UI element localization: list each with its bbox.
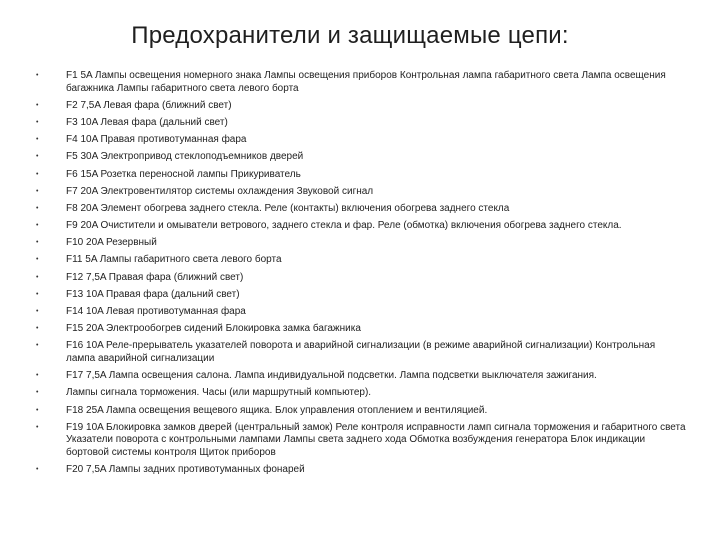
list-item-text: Лампы сигнала торможения. Часы (или маршрутный компьютер). xyxy=(66,387,372,399)
list-item-text: F13 10A Правая фара (дальний свет) xyxy=(66,288,240,300)
bullet-icon: • xyxy=(36,136,39,144)
list-item xyxy=(36,151,686,164)
list-item-text: F5 30A Электропривод стеклоподъемников дверей xyxy=(66,151,304,163)
bullet-icon: • xyxy=(36,423,39,431)
list-item xyxy=(36,254,686,267)
list-item xyxy=(36,186,686,199)
bullet-icon: • xyxy=(36,187,39,195)
list-item-text: F10 20A Резервный xyxy=(66,237,157,249)
list-item xyxy=(36,169,686,182)
fuse-list xyxy=(36,70,686,481)
list-item xyxy=(36,464,686,477)
list-item-text: F7 20A Электровентилятор системы охлаждения Звуковой сигнал xyxy=(66,185,374,197)
bullet-icon: • xyxy=(36,222,39,230)
bullet-icon: • xyxy=(36,239,39,247)
bullet-icon: • xyxy=(36,101,39,109)
list-item-text: F19 10A Блокировка замков дверей (центральный замок) Реле контроля исправности ламп сигнала торможения и габаритного света Указатели поворота с контрольными лампами Лампы света заднего хода Обмотка возбуждения генератора Блок индикации бортовой системы контроля Щиток приборов xyxy=(66,421,686,458)
list-item-text: F17 7,5A Лампа освещения салона. Лампа индивидуальной подсветки. Лампа подсветки выключателя зажигания. xyxy=(66,370,597,382)
list-item-text: F15 20A Электрообогрев сидений Блокировка замка багажника xyxy=(66,323,361,335)
list-item xyxy=(36,289,686,302)
slide-title: Предохранители и защищаемые цепи: xyxy=(131,22,569,49)
list-item xyxy=(36,237,686,250)
list-item xyxy=(36,117,686,130)
bullet-icon: • xyxy=(36,406,39,414)
list-item-text: F6 15A Розетка переносной лампы Прикуриватель xyxy=(66,168,301,180)
list-item-text: F14 10A Левая противотуманная фара xyxy=(66,306,246,318)
bullet-icon: • xyxy=(36,342,39,350)
list-item-text: F4 10A Правая противотуманная фара xyxy=(66,134,247,146)
list-item xyxy=(36,203,686,216)
list-item xyxy=(36,306,686,319)
list-item xyxy=(36,272,686,285)
bullet-icon: • xyxy=(36,204,39,212)
list-item xyxy=(36,387,686,400)
list-item xyxy=(36,323,686,336)
list-item xyxy=(36,370,686,383)
bullet-icon: • xyxy=(36,290,39,298)
list-item xyxy=(36,134,686,147)
bullet-icon: • xyxy=(36,389,39,397)
list-item xyxy=(36,422,686,460)
list-item xyxy=(36,100,686,113)
bullet-icon: • xyxy=(36,256,39,264)
list-item-text: F3 10A Левая фара (дальний свет) xyxy=(66,116,228,128)
list-item-text: F20 7,5A Лампы задних противотуманных фонарей xyxy=(66,464,305,476)
list-item-text: F18 25A Лампа освещения вещевого ящика. Блок управления отоплением и вентиляцией. xyxy=(66,404,488,416)
list-item-text: F8 20A Элемент обогрева заднего стекла. Реле (контакты) включения обогрева заднего стекла xyxy=(66,202,510,214)
list-item xyxy=(36,220,686,233)
list-item xyxy=(36,340,686,365)
list-item-text: F11 5A Лампы габаритного света левого борта xyxy=(66,254,282,266)
bullet-icon: • xyxy=(36,118,39,126)
bullet-icon: • xyxy=(36,372,39,380)
bullet-icon: • xyxy=(36,466,39,474)
bullet-icon: • xyxy=(36,325,39,333)
bullet-icon: • xyxy=(36,153,39,161)
bullet-icon: • xyxy=(36,170,39,178)
bullet-icon: • xyxy=(36,72,39,79)
list-item xyxy=(36,405,686,418)
list-item-text: F2 7,5A Левая фара (ближний свет) xyxy=(66,99,232,111)
bullet-icon: • xyxy=(36,308,39,316)
list-item-text: F1 5A Лампы освещения номерного знака Лампы освещения приборов Контрольная лампа габаритного света Лампа освещения багажника Лампы габаритного света левого борта xyxy=(66,70,666,94)
list-item-text: F16 10A Реле-прерыватель указателей поворота и аварийной сигнализации (в режиме аварийной сигнализации) Контрольная лампа аварийной сигнализации xyxy=(66,340,656,364)
list-item-text: F9 20A Очистители и омыватели ветрового, заднего стекла и фар. Реле (обмотка) включения обогрева заднего стекла. xyxy=(66,220,622,232)
bullet-icon: • xyxy=(36,273,39,281)
list-item xyxy=(36,70,686,95)
list-item-text: F12 7,5A Правая фара (ближний свет) xyxy=(66,271,244,283)
